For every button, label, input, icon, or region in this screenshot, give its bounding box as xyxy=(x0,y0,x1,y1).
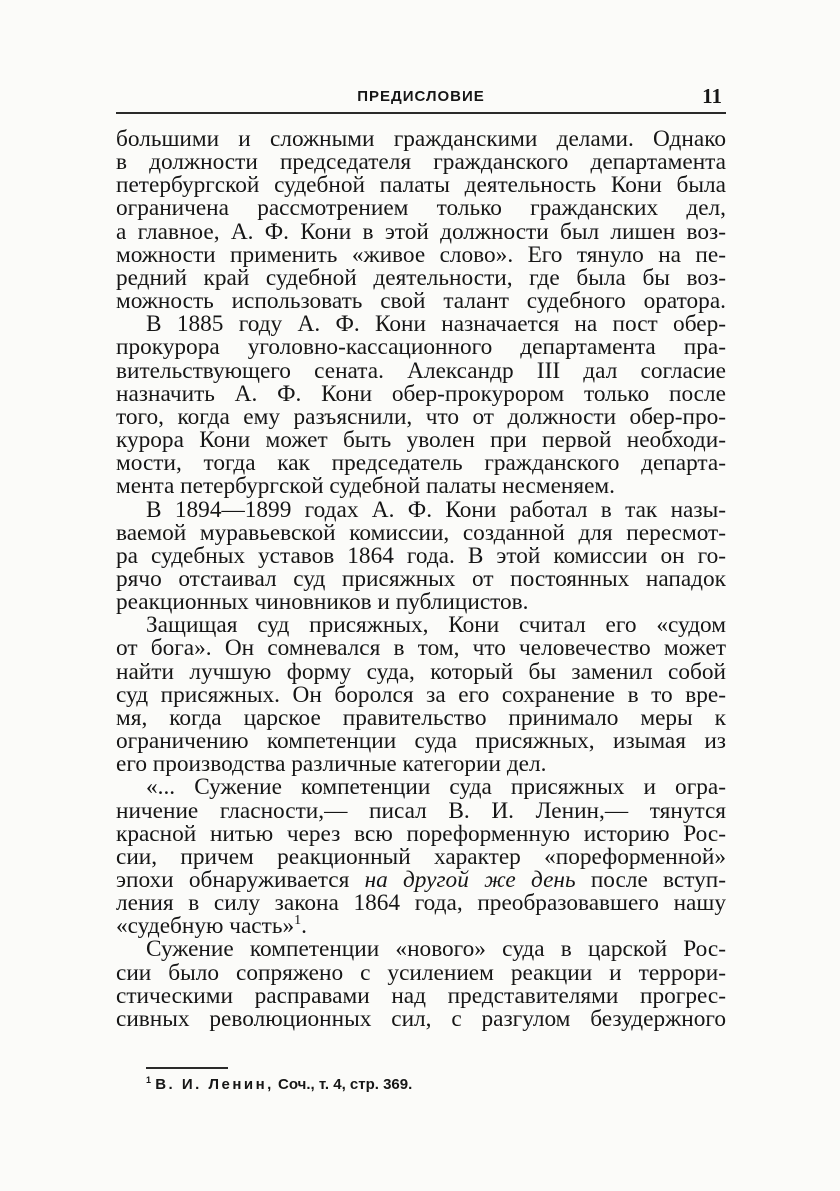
text-line: редний край судебной деятельности, где была бы воз- xyxy=(116,264,726,291)
text-line: мента петербургской судебной палаты несменяем. xyxy=(116,473,615,500)
text-line xyxy=(116,869,726,892)
text-line: стическими расправами над представителями прогрес- xyxy=(116,982,726,1009)
text-line: большими и сложными гражданскими делами. Однако xyxy=(116,126,726,152)
footnote-reference[interactable]: 1 xyxy=(294,913,302,929)
text-line: «... Сужение компетенции суда присяжных и огра- xyxy=(146,774,726,801)
paragraph xyxy=(116,938,726,1031)
text-line: ваемой муравьевской комиссии, созданной для пересмот- xyxy=(116,519,726,546)
text-line: курора Кони может быть уволен при первой необходи- xyxy=(116,427,726,454)
text-line: ра судебных уставов 1864 года. В этой комиссии он го- xyxy=(116,542,726,569)
paragraph xyxy=(116,614,726,776)
page-number: 11 xyxy=(702,84,722,108)
text-line: «судебную часть»$^1$. xyxy=(116,913,307,940)
text-line: В 1894—1899 годах А. Ф. Кони работал в так назы- xyxy=(146,496,726,523)
text-line: ничение гласности,— писал В. И. Ленин,— тянутся xyxy=(116,797,726,824)
text-line: того, когда ему разъяснили, что от должности обер-про- xyxy=(116,403,726,430)
running-title: ПРЕДИСЛОВИЕ xyxy=(357,88,485,105)
text-line: от бога». Он сомневался в том, что человечество может xyxy=(116,635,726,662)
paragraph xyxy=(116,496,726,616)
paragraph xyxy=(116,313,726,498)
running-header xyxy=(116,84,726,114)
text-fragment: эпохи обнаруживается xyxy=(116,867,350,893)
text-fragment: «судебную часть» xyxy=(116,913,295,940)
text-line: сии было сопряжено с усилением реакции и террори- xyxy=(116,959,726,986)
footnote-marker: 1 xyxy=(146,1075,152,1085)
text-line: ограничению компетенции суда присяжных, изымая из xyxy=(116,728,726,755)
text-line: его производства различные категории дел. xyxy=(116,751,547,778)
text-line: В 1885 году А. Ф. Кони назначается на пост обер- xyxy=(146,311,726,338)
text-line: петербургской судебной палаты деятельность Кони была xyxy=(116,172,726,199)
footnote xyxy=(146,1076,412,1093)
text-line: назначить А. Ф. Кони обер-прокурором только после xyxy=(116,380,726,407)
text-line: рячо отстаивал суд присяжных от постоянных нападок xyxy=(116,565,726,592)
text-line: Сужение компетенции «нового» суда в царской Рос- xyxy=(146,936,726,963)
text-line: вительствующего сената. Александр III дал согласие xyxy=(116,357,726,384)
text-line: ления в силу закона 1864 года, преобразовавшего нашу xyxy=(116,890,726,917)
text-line: Защищая суд присяжных, Кони считал его «судом xyxy=(146,612,726,639)
text-line: а главное, А. Ф. Кони в этой должности был лишен воз- xyxy=(116,218,726,245)
footnote-author: В. И. Ленин, xyxy=(155,1076,274,1093)
text-line: красной нитью через всю пореформенную историю Рос- xyxy=(116,820,726,847)
text-line: найти лучшую форму суда, который бы заменил собой xyxy=(116,658,726,685)
text-line: сии, причем реакционный характер «пореформенной» xyxy=(116,843,726,870)
italic-emphasis: на другой же день xyxy=(364,867,576,893)
quotation xyxy=(116,776,726,938)
text-line: реакционных чиновников и публицистов. xyxy=(116,589,529,616)
text-line: ограничена рассмотрением только гражданских дел, xyxy=(116,195,726,222)
text-line: сивных революционных сил, с разгулом безудержного xyxy=(116,1005,726,1032)
text-line: можность использовать свой талант судебного оратора. xyxy=(116,288,726,315)
text-line: можности применить «живое слово». Его тянуло на пе- xyxy=(116,241,726,268)
text-fragment: после вступ- xyxy=(590,867,726,893)
text-line: в должности председателя гражданского департамента xyxy=(116,149,726,176)
text-line: мости, тогда как председатель гражданского департа- xyxy=(116,450,726,477)
text-line: мя, когда царское правительство принимало меры к xyxy=(116,704,726,731)
main-text xyxy=(116,128,726,1031)
footnote-source: Соч., т. 4, стр. 369. xyxy=(278,1076,413,1093)
text-line: суд присяжных. Он боролся за его сохранение в то вре- xyxy=(116,681,726,708)
text-line: прокурора уголовно-кассационного департамента пра- xyxy=(116,334,726,361)
paragraph xyxy=(116,128,726,313)
footnote-divider xyxy=(146,1067,228,1069)
